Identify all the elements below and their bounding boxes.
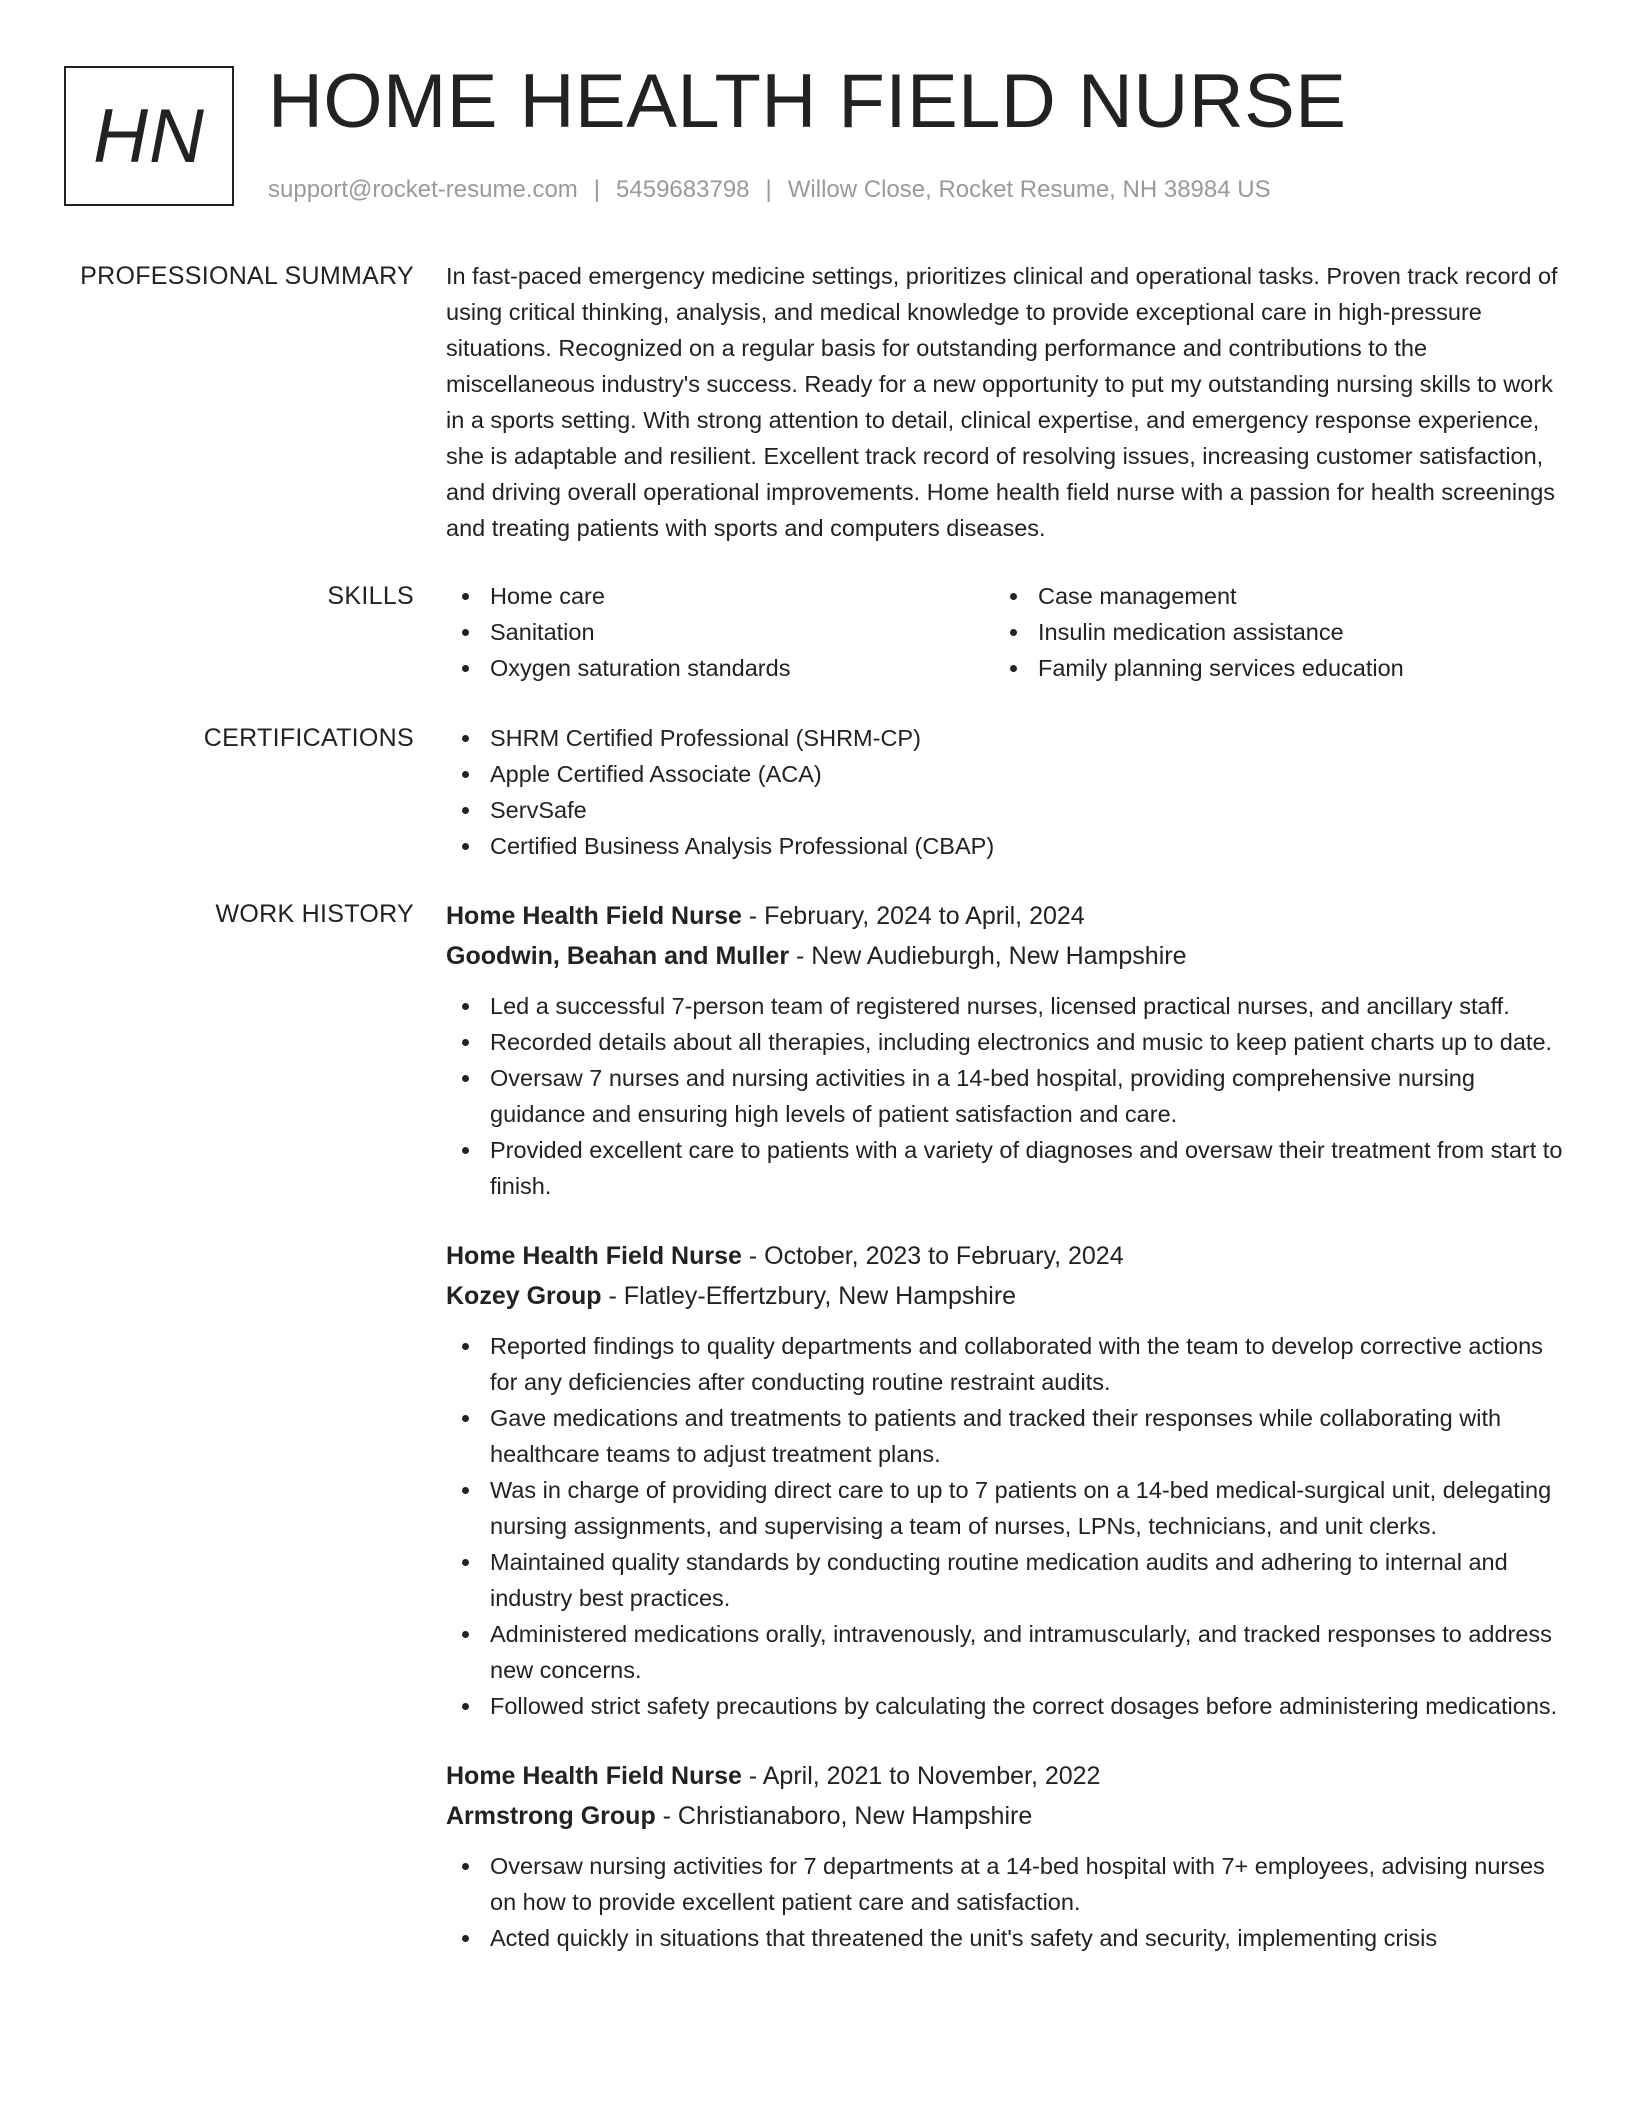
job-title-line: [446, 1236, 1566, 1276]
skill-item: Family planning services education: [994, 650, 1542, 686]
job-company: Kozey Group: [446, 1282, 602, 1310]
job-title: Home Health Field Nurse: [446, 1242, 742, 1270]
job-title: Home Health Field Nurse: [446, 902, 742, 930]
job-title-line: [446, 896, 1566, 936]
resume-title: HOME HEALTH FIELD NURSE: [268, 59, 1347, 144]
certification-item: SHRM Certified Professional (SHRM-CP): [446, 720, 1566, 756]
section-label-certifications: CERTIFICATIONS: [203, 724, 414, 752]
job-bullet: Led a successful 7-person team of registered nurses, licensed practical nurses, and ancillary staff.: [446, 988, 1566, 1024]
job-company-line: [446, 1796, 1566, 1836]
job-company-line: [446, 1276, 1566, 1316]
certifications-list: [446, 720, 1566, 864]
job-bullet: Oversaw 7 nurses and nursing activities in a 14-bed hospital, providing comprehensive nursing guidance and ensuring high levels of patient satisfaction and care.: [446, 1060, 1566, 1132]
job-bullet: Followed strict safety precautions by calculating the correct dosages before administering medications.: [446, 1688, 1566, 1724]
contact-address: Willow Close, Rocket Resume, NH 38984 US: [787, 176, 1271, 203]
contact-email: support@rocket-resume.com: [268, 176, 578, 203]
contact-line: [268, 174, 1271, 206]
job-bullets: [446, 988, 1566, 1204]
section-label-work-history: WORK HISTORY: [215, 900, 414, 928]
monogram-box: [64, 66, 234, 206]
skills-column-2: [994, 578, 1542, 686]
certification-item: Certified Business Analysis Professional (CBAP): [446, 828, 1566, 864]
certification-item: Apple Certified Associate (ACA): [446, 756, 1566, 792]
job-bullet: Acted quickly in situations that threatened the unit's safety and security, implementing crisis: [446, 1920, 1566, 1956]
skills-column-1: [446, 578, 994, 686]
work-history-body: [446, 896, 1566, 1988]
job-dates: - April, 2021 to November, 2022: [741, 1762, 1101, 1790]
skill-item: Home care: [446, 578, 994, 614]
skill-item: Oxygen saturation standards: [446, 650, 994, 686]
job-bullet: Was in charge of providing direct care to up to 7 patients on a 14-bed medical-surgical unit, delegating nursing assignments, and supervising a team of nurses, LPNs, technicians, and unit clerks.: [446, 1472, 1566, 1544]
section-label-skills: SKILLS: [327, 582, 414, 610]
skill-item: Insulin medication assistance: [994, 614, 1542, 650]
job-entry: [446, 1756, 1566, 1956]
skill-item: Case management: [994, 578, 1542, 614]
job-bullet: Provided excellent care to patients with a variety of diagnoses and oversaw their treatment from start to finish.: [446, 1132, 1566, 1204]
contact-phone: 5459683798: [616, 176, 750, 203]
contact-separator: |: [765, 176, 772, 203]
summary-text: In fast-paced emergency medicine settings, prioritizes clinical and operational tasks. Proven track record of using critical thinking, analysis, and medical knowledge to provide exceptional care in high-pressure situations. Recognized on a regular basis for outstanding performance and contributions to the miscellaneous industry's success. Ready for a new opportunity to put my outstanding nursing skills to work in a sports setting. With strong attention to detail, clinical expertise, and emergency response experience, she is adaptable and resilient. Excellent track record of resolving issues, increasing customer satisfaction, and driving overall operational improvements. Home health field nurse with a passion for health screenings and treating patients with sports and computers diseases.: [446, 263, 1558, 541]
job-company: Goodwin, Beahan and Muller: [446, 942, 790, 970]
job-title-line: [446, 1756, 1566, 1796]
job-entry: [446, 1236, 1566, 1724]
job-bullet: Oversaw nursing activities for 7 departments at a 14-bed hospital with 7+ employees, advising nurses on how to provide excellent patient care and satisfaction.: [446, 1848, 1566, 1920]
job-dates: - February, 2024 to April, 2024: [741, 902, 1085, 930]
job-location: - Christianaboro, New Hampshire: [655, 1802, 1033, 1830]
skill-item: Sanitation: [446, 614, 994, 650]
job-company-line: [446, 936, 1566, 976]
job-bullets: [446, 1328, 1566, 1724]
skills-body: [446, 578, 1566, 686]
job-company: Armstrong Group: [446, 1802, 656, 1830]
contact-separator: |: [593, 176, 601, 203]
job-bullet: Recorded details about all therapies, including electronics and music to keep patient charts up to date.: [446, 1024, 1566, 1060]
monogram-initials: HN: [93, 93, 205, 179]
job-title: Home Health Field Nurse: [446, 1762, 742, 1790]
job-entry: [446, 896, 1566, 1204]
certification-item: ServSafe: [446, 792, 1566, 828]
summary-body: [446, 258, 1566, 546]
job-bullet: Gave medications and treatments to patients and tracked their responses while collaborating with healthcare teams to adjust treatment plans.: [446, 1400, 1566, 1472]
job-dates: - October, 2023 to February, 2024: [741, 1242, 1124, 1270]
certifications-body: [446, 720, 1566, 864]
job-bullet: Reported findings to quality departments and collaborated with the team to develop corrective actions for any deficiencies after conducting routine restraint audits.: [446, 1328, 1566, 1400]
section-label-summary: PROFESSIONAL SUMMARY: [80, 262, 414, 290]
job-bullet: Administered medications orally, intravenously, and intramuscularly, and tracked responses to address new concerns.: [446, 1616, 1566, 1688]
job-bullet: Maintained quality standards by conducting routine medication audits and adhering to internal and industry best practices.: [446, 1544, 1566, 1616]
job-bullets: [446, 1848, 1566, 1956]
job-location: - Flatley-Effertzbury, New Hampshire: [601, 1282, 1017, 1310]
job-location: - New Audieburgh, New Hampshire: [789, 942, 1187, 970]
